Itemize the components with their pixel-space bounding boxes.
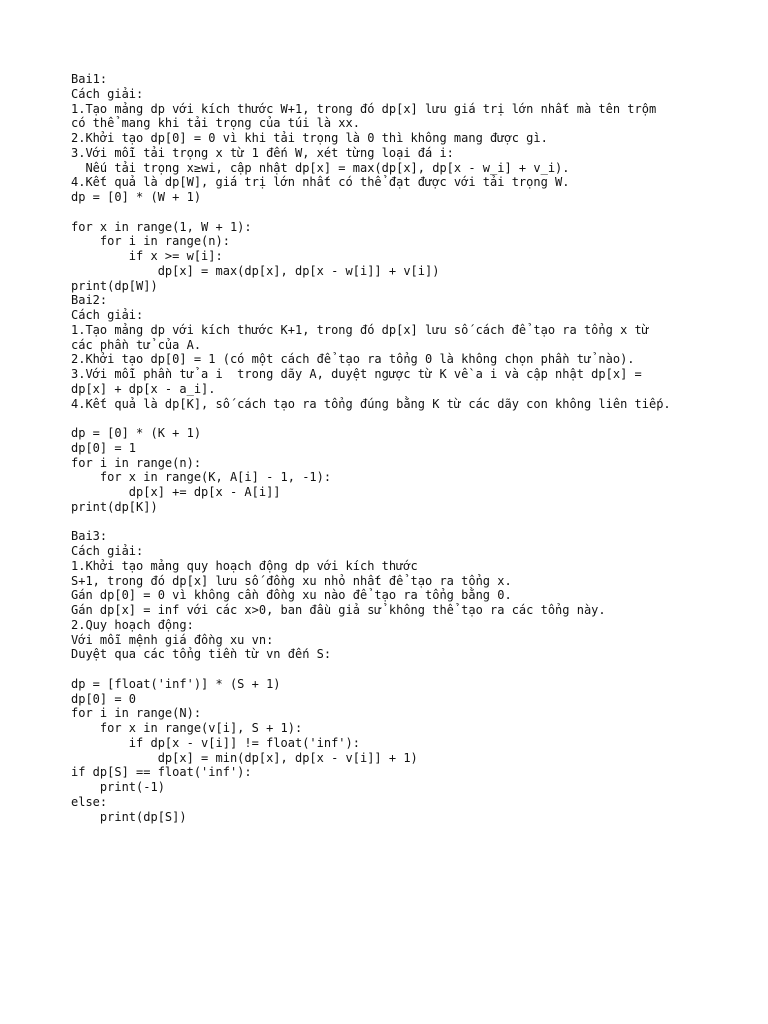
text-line: 1.Tạo mảng dp với kích thước K+1, trong đó dp[x] lưu số cách để tạo ra tổng x từ <box>71 322 649 337</box>
code-line: for x in range(K, A[i] - 1, -1): <box>71 470 332 485</box>
text-line: S+1, trong đó dp[x] lưu số đồng xu nhỏ nhất để tạo ra tổng x. <box>71 573 512 588</box>
text-line: Cách giải: <box>71 544 144 558</box>
text-line: Nếu tải trọng x≥wi, cập nhật dp[x] = max(dp[x], dp[x - w_i] + v_i). <box>71 160 570 175</box>
code-line: dp[x] = max(dp[x], dp[x - w[i]] + v[i]) <box>71 263 440 278</box>
code-line: dp[x] = min(dp[x], dp[x - v[i]] + 1) <box>71 750 418 765</box>
text-line: 2.Khởi tạo dp[0] = 1 (có một cách để tạo ra tổng 0 là không chọn phần tử nào). <box>71 352 635 367</box>
text-line: 2.Khởi tạo dp[0] = 0 vì khi tải trọng là 0 thì không mang được gì. <box>71 131 548 145</box>
text-line: 4.Kết quả là dp[K], số cách tạo ra tổng đúng bằng K từ các dãy con không liên tiếp. <box>71 396 671 411</box>
blank-line <box>71 205 751 220</box>
blank-line <box>71 515 751 530</box>
text-line: dp[x] + dp[x - a_i]. <box>71 381 216 396</box>
text-line: Gán dp[0] = 0 vì không cần đồng xu nào để tạo ra tổng bằng 0. <box>71 588 512 603</box>
code-line: print(dp[S]) <box>71 809 187 824</box>
blank-line <box>71 411 751 426</box>
text-line: Bai1: <box>71 72 108 86</box>
code-line: if dp[S] == float('inf'): <box>71 765 252 780</box>
code-line: dp[x] += dp[x - A[i]] <box>71 485 281 499</box>
text-line: Gán dp[x] = inf với các x>0, ban đầu giả sử không thể tạo ra các tổng này. <box>71 603 606 617</box>
text-line: 2.Quy hoạch động: <box>71 617 194 632</box>
text-line: có thể mang khi tải trọng của túi là xx. <box>71 116 360 131</box>
code-line: for i in range(n): <box>71 455 202 470</box>
blank-line <box>71 662 751 677</box>
code-line: dp[0] = 0 <box>71 691 137 706</box>
text-line: Cách giải: <box>71 86 144 101</box>
code-line: dp = [float('inf')] * (S + 1) <box>71 676 281 691</box>
text-line: Duyệt qua các tổng tiền từ vn đến S: <box>71 647 332 662</box>
code-line: dp = [0] * (K + 1) <box>71 426 202 440</box>
text-line: Bai3: <box>71 529 108 544</box>
code-line: print(dp[W]) <box>71 278 158 293</box>
code-line: for x in range(1, W + 1): <box>71 219 252 234</box>
text-line: Với mỗi mệnh giá đồng xu vn: <box>71 632 274 647</box>
code-line: print(-1) <box>71 780 165 794</box>
code-line: for x in range(v[i], S + 1): <box>71 721 303 735</box>
text-line: 1.Tạo mảng dp với kích thước W+1, trong đó dp[x] lưu giá trị lớn nhất mà tên trộm <box>71 101 657 116</box>
text-line: 3.Với mỗi tải trọng x từ 1 đến W, xét từng loại đá i: <box>71 145 454 160</box>
text-line: 3.Với mỗi phần tử a i trong dãy A, duyệt ngược từ K về a i và cập nhật dp[x] = <box>71 367 642 381</box>
code-line: if dp[x - v[i]] != float('inf'): <box>71 735 360 750</box>
text-line: 4.Kết quả là dp[W], giá trị lớn nhất có thể đạt được với tải trọng W. <box>71 175 570 190</box>
text-line: Cách giải: <box>71 308 144 322</box>
code-line: for i in range(n): <box>71 234 230 249</box>
document-page <box>71 72 751 824</box>
code-line: for i in range(N): <box>71 706 202 721</box>
text-line: các phần tử của A. <box>71 337 202 352</box>
code-line: dp[0] = 1 <box>71 440 137 455</box>
text-line: Bai2: <box>71 293 108 308</box>
code-line: dp = [0] * (W + 1) <box>71 190 202 204</box>
code-line: else: <box>71 794 108 809</box>
text-line: 1.Khởi tạo mảng quy hoạch động dp với kích thước <box>71 558 418 573</box>
code-line: if x >= w[i]: <box>71 249 223 263</box>
code-line: print(dp[K]) <box>71 499 158 514</box>
